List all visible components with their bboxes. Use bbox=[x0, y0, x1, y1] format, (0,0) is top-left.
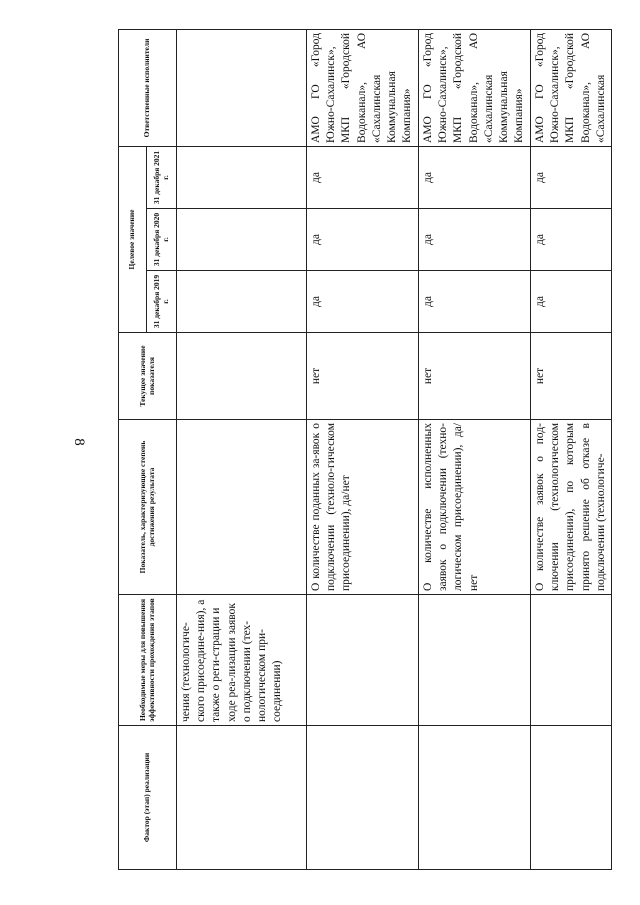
cell-factor bbox=[177, 726, 307, 870]
cell-2020 bbox=[177, 209, 307, 271]
cell-factor bbox=[307, 726, 419, 870]
results-table bbox=[118, 29, 612, 870]
cell-current: нет bbox=[419, 333, 531, 420]
cell-2019 bbox=[177, 271, 307, 333]
cell-2020: да bbox=[531, 209, 612, 271]
cell-indicator: О количестве поданных за-явок о подключении (техноло-гическом присоединении), да/нет bbox=[307, 420, 419, 595]
cell-measures bbox=[307, 595, 419, 726]
header-target-2020: 31 декабря 2020 г. bbox=[147, 209, 177, 271]
cell-2020: да bbox=[419, 209, 531, 271]
cell-indicator: О количестве исполненных заявок о подключении (техно-логическом присоединении), да/нет bbox=[419, 420, 531, 595]
cell-2020: да bbox=[307, 209, 419, 271]
header-indicator: Показатель, характеризующие степень достижения результата bbox=[119, 420, 177, 595]
cell-measures bbox=[531, 595, 612, 726]
rotated-table-wrapper bbox=[118, 30, 607, 870]
cell-2021: да bbox=[307, 146, 419, 208]
header-target-value: Целевое значение bbox=[119, 146, 147, 332]
cell-factor bbox=[531, 726, 612, 870]
cell-2021: да bbox=[419, 146, 531, 208]
cell-2019: да bbox=[419, 271, 531, 333]
header-measures: Необходимые меры для повышения эффективности прохождения этапов bbox=[119, 595, 177, 726]
cell-responsible bbox=[177, 29, 307, 146]
cell-indicator bbox=[177, 420, 307, 595]
cell-2019: да bbox=[307, 271, 419, 333]
header-target-2021: 31 декабря 2021 г. bbox=[147, 146, 177, 208]
cell-responsible: АМО ГО «Город Южно-Сахалинск», МКП «Городской Водоканал», АО «Сахалинская Коммунальная Компания» bbox=[419, 29, 531, 146]
cell-measures: чения (технологиче-ского присоедине-ния), а также о реги-страции и ходе реа-лизации заявок о подключении (тех-нологическом при-соединении) bbox=[177, 595, 307, 726]
cell-factor bbox=[419, 726, 531, 870]
header-target-2019: 31 декабря 2019 г. bbox=[147, 271, 177, 333]
cell-responsible: АМО ГО «Город Южно-Сахалинск», МКП «Городской Водоканал», АО «Сахалинская bbox=[531, 29, 612, 146]
table-row bbox=[307, 29, 419, 869]
cell-responsible: АМО ГО «Город Южно-Сахалинск», МКП «Городской Водоканал», АО «Сахалинская Коммунальная Компания» bbox=[307, 29, 419, 146]
cell-2021: да bbox=[531, 146, 612, 208]
cell-measures bbox=[419, 595, 531, 726]
table-row bbox=[419, 29, 531, 869]
cell-current bbox=[177, 333, 307, 420]
cell-indicator: О количестве заявок о под-ключении (технологическом присоединении), по которым принято решение об отказе в подключении (технологиче- bbox=[531, 420, 612, 595]
header-current-value: Текущее значение показателя bbox=[119, 333, 177, 420]
table-row bbox=[531, 29, 612, 869]
cell-2021 bbox=[177, 146, 307, 208]
page-number: 8 bbox=[71, 438, 87, 446]
cell-2019: да bbox=[531, 271, 612, 333]
cell-current: нет bbox=[531, 333, 612, 420]
header-factor: Фактор (этап) реализации bbox=[119, 726, 177, 870]
table-row bbox=[177, 29, 307, 869]
cell-current: нет bbox=[307, 333, 419, 420]
header-responsible: Ответственные исполнители bbox=[119, 29, 177, 146]
